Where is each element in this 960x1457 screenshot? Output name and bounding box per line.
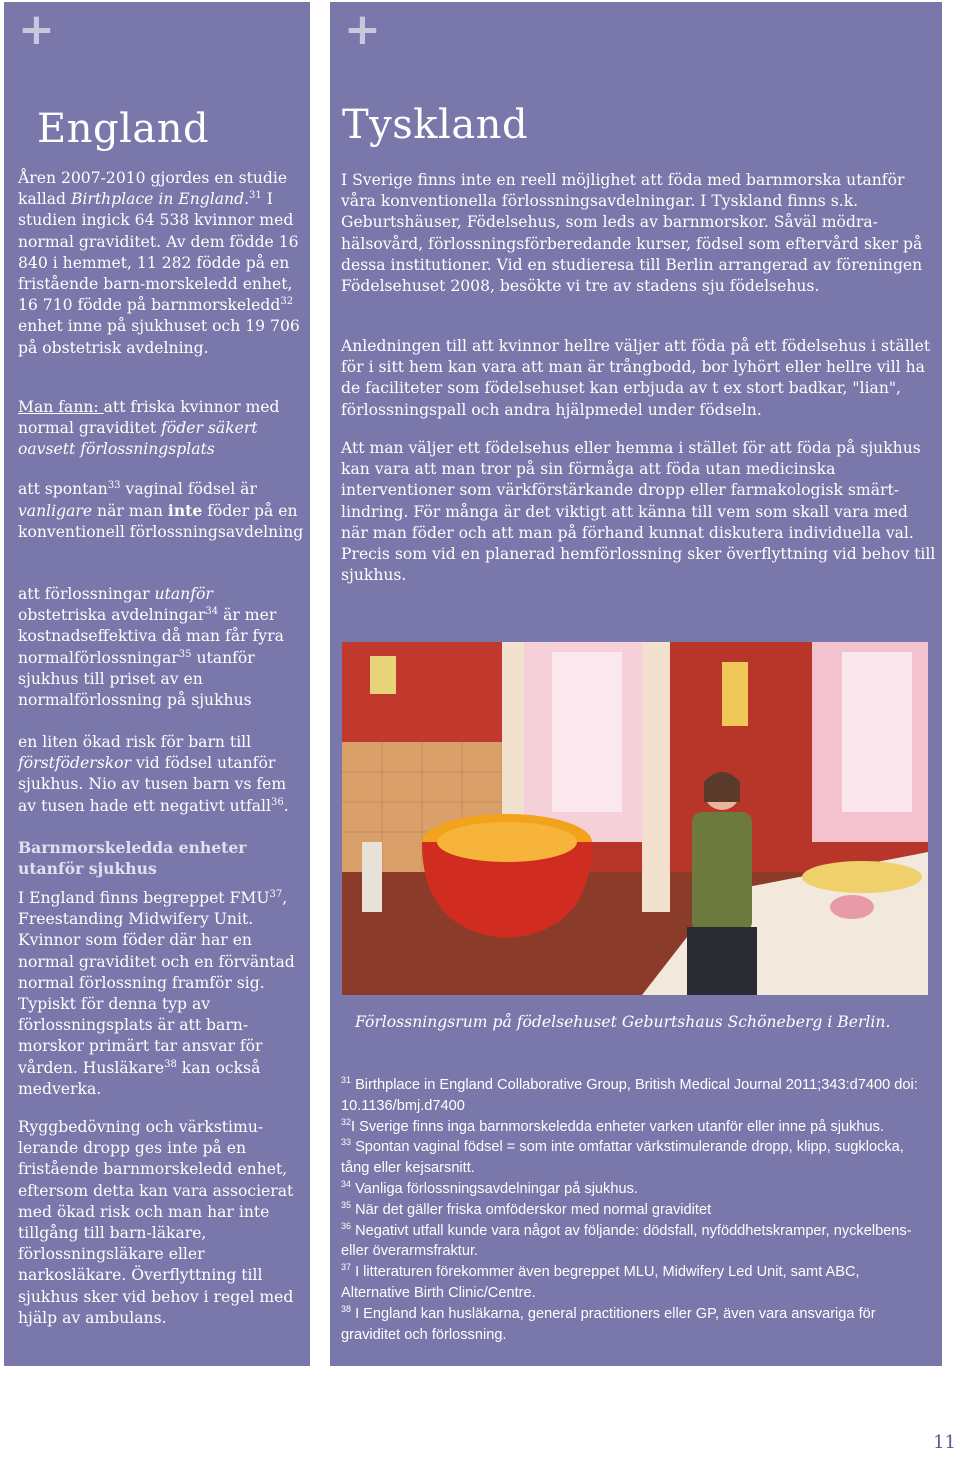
finding-intro: Man fann: att friska kvinnor med normal graviditet föder säkert oavsett förlossningsplats [18, 398, 280, 459]
photo-caption: Förlossningsrum på födelsehuset Geburtshaus Schöneberg i Berlin. [355, 1013, 891, 1031]
footnote: $^{33}$ Spontan vaginal födsel = som inte omfattar värkstimulerande dropp, klipp, sugklocka, tång eller kejsarsnitt. [341, 1137, 904, 1177]
finding-spontaneous: att spontan$^{33}$ vaginal födsel är vanligare när man inte föder på en konventionell förlossningsavdelning [18, 479, 304, 542]
plus-icon: + [18, 4, 55, 55]
footnote: $^{36}$ Negativt utfall kunde vara något av följande: dödsfall, nyföddhetskramper, nyckelbens-eller överarmsfraktur. [341, 1220, 912, 1260]
footnote: $^{32}$I Sverige finns inga barnmorskeledda enheter varken utanför eller inne på sjukhus. [341, 1116, 885, 1135]
heading-tyskland: Tyskland [342, 102, 529, 148]
left-column [4, 2, 310, 1366]
footnote: $^{38}$ I England kan husläkarna, general practitioners eller GP, även vara ansvariga för graviditet och förlossning. [341, 1303, 876, 1343]
page-number: 11 [933, 1432, 956, 1453]
germany-intro: I Sverige finns inte en reell möjlighet att föda med barnmorska utanför våra konventionella förlossningsavdelningar. I Tyskland finns s.k. Geburtshäuser, Födelsehus, som leds av barnmorskor. Såväl mödra-hälsovård, förlossningsförberedande kurser, födsel som eftervård sker på dessa institutioner. Vid en studieresa till Berlin arrangerad av föreningen Födelsehuset 2008, besökte vi tre av stadens sju födelsehus. [341, 171, 923, 296]
birth-room-illustration [342, 642, 928, 995]
england-intro: Åren 2007-2010 gjordes en studie kallad Birthplace in England.$^{31}$ I studien ingick 64 538 kvinnor med normal graviditet. Av dem födde 16 840 i hemmet, 11 282 födde på en fristående barn-morskeledd enhet, 16 710 födde på barnmorskeledd$^{32}$ enhet inne på sjukhuset och 19 706 på obstetrisk avdelning. [18, 169, 300, 357]
subheading-fmu: Barnmorskeledda enheter utanför sjukhus [18, 838, 247, 879]
germany-reasons: Anledningen till att kvinnor hellre väljer att föda på ett födelsehus i stället för i sitt hem kan vara att man är trångbodd, bor lyhört eller hellre vill ha de faciliteter som födelsehuset kan erbjuda av t ex stort badkar, "lian", förlossningspall och andra hjälpmedel under födseln. [341, 337, 931, 419]
footnote: $^{35}$ När det gäller friska omföderskor med normal graviditet [341, 1199, 712, 1218]
germany-choice: Att man väljer ett födelsehus eller hemma i stället för att föda på sjukhus kan vara att man tror på sin förmåga att föda utan medicinska interventioner som värkförstärkande dropp eller farmakologisk smärt-lindring. För många är det viktigt att känna till vem som skall vara med när man föder och att man på förhand kunnat diskutera individuella val. Precis som vid en planerad hemförlossning sker överflyttning vid behov till sjukhus. [341, 439, 936, 585]
birth-room-photo [342, 642, 928, 995]
finding-risk: en liten ökad risk för barn till förstföderskor vid födsel utanför sjukhus. Nio av tusen barn vs fem av tusen hade ett negativt utfall$^{36}$. [18, 733, 289, 815]
finding-cost: att förlossningar utanför obstetriska avdelningar$^{34}$ är mer kostnadseffektiva då man får fyra normalförlossningar$^{35}$ utanför sjukhus till priset av en normalförlossning på sjukhus [18, 585, 284, 710]
footnotes [341, 1075, 931, 1345]
fmu-text: I England finns begreppet FMU$^{37}$, Freestanding Midwifery Unit. Kvinnor som föder där har en normal graviditet och en förväntad normal förlossning framför sig. Typiskt för denna typ av förlossningsplats är att barn-morskor primärt tar ansvar för vården. Husläkare$^{38}$ kan också medverka. [18, 888, 295, 1098]
plus-icon: + [344, 4, 381, 55]
right-column [330, 2, 942, 1366]
footnote: $^{37}$ I litteraturen förekommer även begreppet MLU, Midwifery Led Unit, samt ABC, Alternative Birth Clinic/Centre. [341, 1262, 860, 1301]
heading-england: England [37, 106, 210, 152]
footnote: $^{31}$ Birthplace in England Collaborative Group, British Medical Journal 2011;343:d7400 doi: 10.1136/bmj.d7400 [341, 1075, 918, 1114]
epidural-text: Ryggbedövning och värkstimu-lerande dropp ges inte på en fristående barnmorskeledd enhet, eftersom detta kan vara associerat med ökad risk och man har inte tillgång till barn-läkare, förlossningsläkare eller narkosläkare. Överflyttning till sjukhus sker vid behov i regel med hjälp av ambulans. [18, 1118, 294, 1327]
footnote: $^{34}$ Vanliga förlossningsavdelningar på sjukhus. [341, 1179, 638, 1197]
